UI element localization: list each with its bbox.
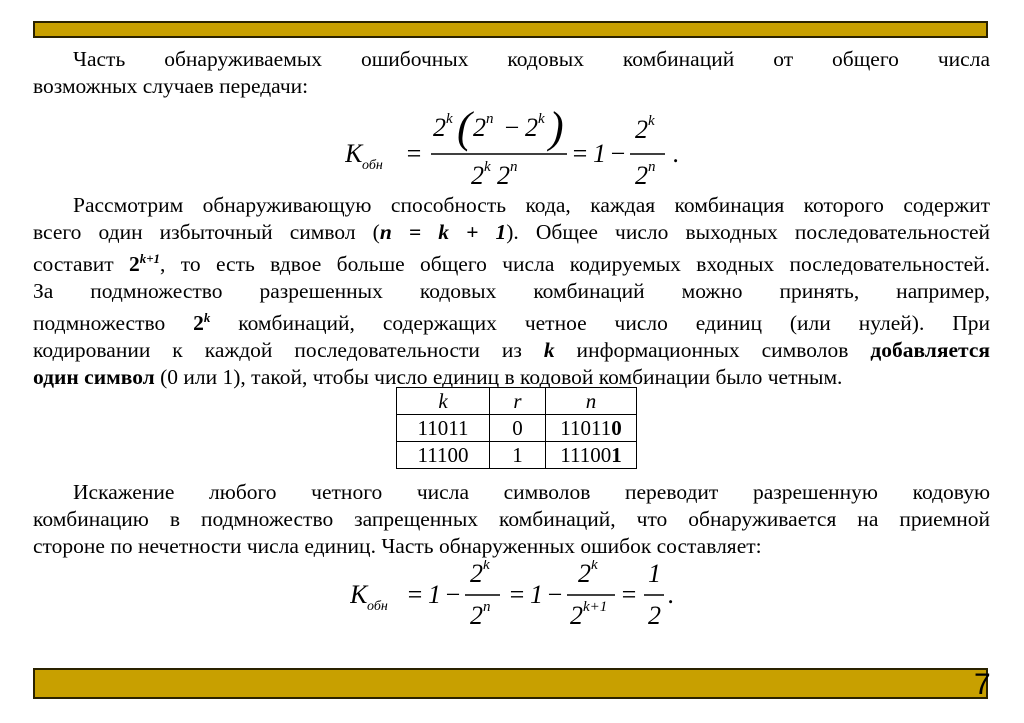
- parity-example-table: [396, 387, 637, 469]
- formula1-inner-a: 2: [473, 113, 486, 142]
- formula2-one: 1: [428, 580, 441, 609]
- formula2-f1-num-exp: k: [483, 560, 490, 573]
- formula2-eq2: =: [508, 580, 526, 609]
- formula2-minus: −: [444, 580, 462, 609]
- formula2-f2-num-exp: k: [591, 560, 598, 573]
- formula2-f1-den-exp: n: [483, 599, 491, 615]
- formula1-frac-den-exp: n: [648, 159, 656, 175]
- bottom-decorative-bar: [33, 668, 988, 699]
- table-row: [397, 415, 637, 442]
- formula1-rparen: ): [549, 108, 564, 152]
- table-cell-n-main: 11011: [560, 415, 612, 440]
- formula1-inner-b: 2: [525, 113, 538, 142]
- formula1-frac-num-exp: k: [648, 113, 655, 129]
- paragraph-intro: [33, 46, 990, 100]
- table-header-n: n: [546, 388, 637, 415]
- analysis-line-6a: кодировании к каждой последовательности из: [33, 338, 544, 363]
- formula1-period: .: [673, 139, 680, 168]
- table-row: [397, 442, 637, 469]
- conclusion-line-3: стороне по нечетности числа единиц. Часть обнаруженных ошибок составляет:: [33, 534, 762, 558]
- formula2-k: K: [350, 580, 368, 609]
- analysis-line-3d: , то есть вдвое больше общего числа кодируемых входных последовательностей.: [160, 252, 991, 277]
- analysis-line-3a: составит: [33, 252, 129, 277]
- formula2-eq: =: [406, 580, 424, 609]
- formula1-eq2: =: [571, 139, 589, 168]
- conclusion-line-2: комбинацию в подмножество запрещенных комбинаций, что обнаруживается на приемной: [33, 507, 990, 531]
- formula2-f1-num: 2: [470, 560, 483, 588]
- formula1-den-b-exp: n: [510, 159, 518, 175]
- formula1-inner-b-exp: k: [538, 111, 545, 127]
- formula1-k-sub: обн: [362, 158, 383, 173]
- top-decorative-bar: [33, 21, 988, 38]
- analysis-power-exp: k+1: [139, 252, 160, 266]
- table-cell-r: 0: [490, 415, 546, 442]
- conclusion-line-1: Искажение любого четного числа символов переводит разрешенную кодовую: [73, 480, 990, 504]
- formula1-one: 1: [593, 139, 606, 168]
- analysis-bold-adds: добавляется: [870, 338, 991, 363]
- analysis-formula-n: n = k + 1: [379, 220, 507, 244]
- table-cell-n: [546, 442, 637, 469]
- formula1-eq: =: [405, 139, 423, 168]
- table-cell-n-parity-bit: 0: [611, 415, 622, 440]
- analysis-line-2c: ). Общее число выходных последовательностей: [506, 220, 991, 244]
- analysis-bold-one-symbol: один символ: [33, 365, 155, 390]
- formula1-den-b: 2: [497, 161, 510, 190]
- formula2-f2-den: 2: [570, 601, 583, 630]
- table-cell-n-main: 11100: [560, 442, 612, 467]
- analysis-line-5d: комбинаций, содержащих четное число единиц (или нулей). При: [210, 311, 990, 336]
- table-cell-n-parity-bit: 1: [611, 442, 622, 467]
- formula2-one2: 1: [530, 580, 543, 609]
- formula-detected-fraction: [350, 560, 680, 635]
- formula1-minus: −: [503, 113, 521, 142]
- formula2-k-sub: обн: [367, 599, 388, 614]
- table-header-k: k: [397, 388, 490, 415]
- table-header-r: r: [490, 388, 546, 415]
- analysis-line-7b: (0 или 1), такой, чтобы число единиц в кодовой комбинации было четным.: [154, 365, 843, 390]
- paragraph-analysis: [33, 192, 990, 391]
- formula1-minus2: −: [609, 139, 627, 168]
- formula1-num-exp: k: [446, 111, 453, 127]
- paragraph-conclusion: [33, 479, 990, 560]
- formula1-inner-a-exp: n: [486, 111, 494, 127]
- table-cell-n: [546, 415, 637, 442]
- formula1-k: K: [345, 139, 363, 168]
- table-cell-k: 11100: [397, 442, 490, 469]
- formula1-num: 2: [433, 113, 446, 142]
- table-cell-r: 1: [490, 442, 546, 469]
- table-header-row: [397, 388, 637, 415]
- analysis-line-5a: подмножество: [33, 311, 194, 336]
- formula-detection-ratio: [345, 108, 705, 198]
- formula2-f3-den: 2: [648, 601, 661, 630]
- formula2-minus2: −: [546, 580, 564, 609]
- formula2-eq3: =: [620, 580, 638, 609]
- analysis-k-symbol: k: [543, 338, 555, 363]
- formula1-den-a-exp: k: [484, 159, 491, 175]
- formula1-lparen: (: [457, 108, 472, 152]
- analysis-line-6c: информационных символов: [554, 338, 871, 363]
- analysis-power-base: 2: [129, 252, 140, 277]
- formula2-f1-den: 2: [470, 601, 483, 630]
- formula2-period: .: [668, 580, 675, 609]
- formula1-frac-num: 2: [635, 115, 648, 144]
- table-cell-k: 11011: [397, 415, 490, 442]
- formula1-den-a: 2: [471, 161, 484, 190]
- analysis-line-2a: всего один избыточный символ (: [33, 220, 380, 244]
- intro-line-1: Часть обнаруживаемых ошибочных кодовых комбинаций от общего числа: [73, 47, 990, 71]
- analysis-subset-exp: k: [203, 311, 211, 326]
- analysis-line-4: За подмножество разрешенных кодовых комбинаций можно принять, например,: [33, 279, 990, 304]
- formula1-frac-den: 2: [635, 161, 648, 190]
- formula2-f3-num: 1: [648, 560, 661, 588]
- formula2-f2-num: 2: [578, 560, 591, 588]
- page-number: 7: [974, 668, 991, 701]
- analysis-line-1: Рассмотрим обнаруживающую способность кода, каждая комбинация которого содержит: [73, 193, 990, 217]
- formula2-f2-den-exp: k+1: [583, 599, 608, 615]
- analysis-subset-base: 2: [193, 311, 204, 336]
- intro-line-2: возможных случаев передачи:: [33, 74, 309, 98]
